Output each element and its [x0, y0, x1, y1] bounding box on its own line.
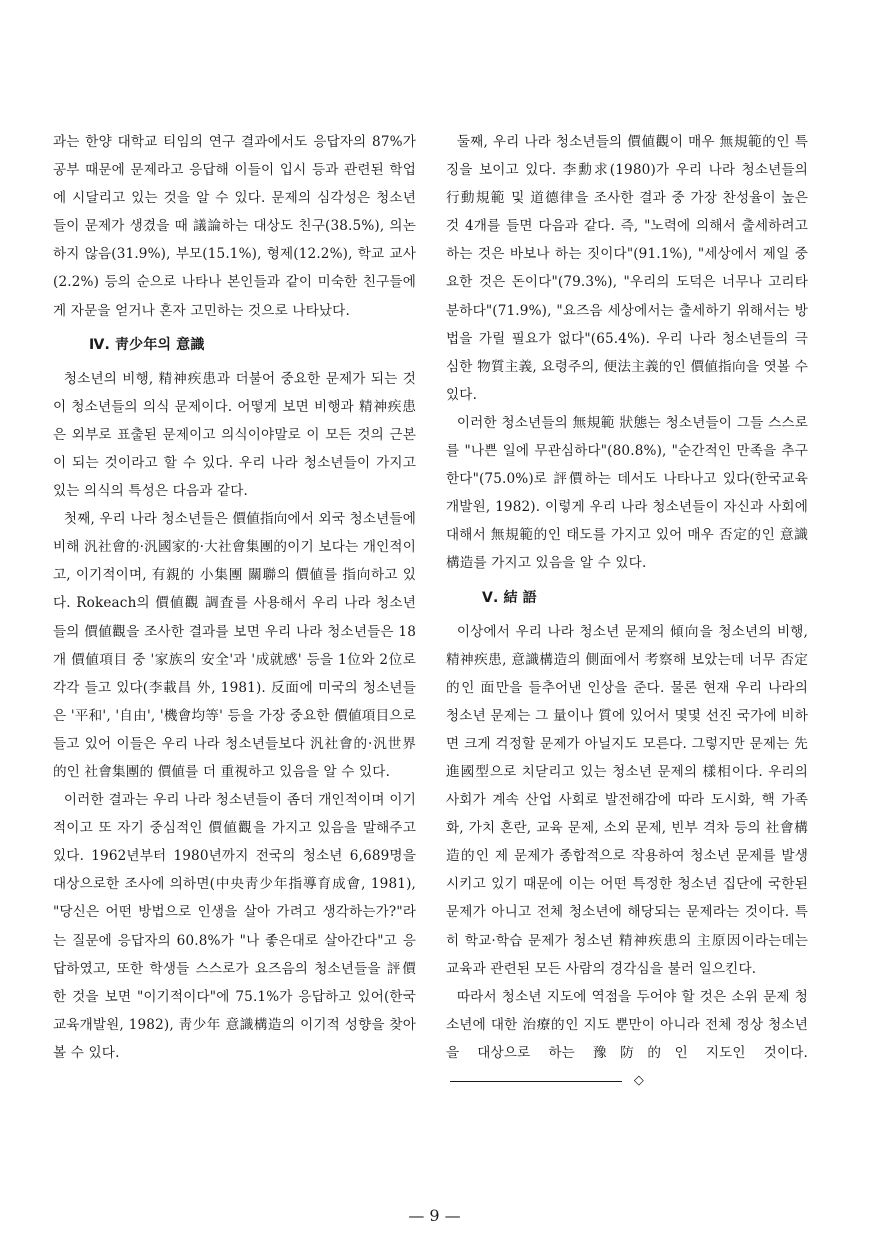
end-diamond-icon: ◇	[633, 1073, 645, 1089]
paragraph-conclusion: 이상에서 우리 나라 청소년 문제의 傾向을 청소년의 비행, 精神疾患, 意識構造의 側面에서 考察해 보았는데 너무 否定的인 面만을 들추어낸 인상을 준다. 물론 현재 우리 나라의 청소년 문제는 그 量이나 質에 있어서 몇몇 선진 국가에 비하면 크게 걱정할 문제가 아닐지도 모른다. 그렇지만 문제는 先進國型으로 치닫리고 있는 청소년 문제의 樣相이다. 우리의 사회가 계속 산업 사회로 발전해감에 따라 도시화, 핵 가족화, 가치 혼란, 교육 문제, 소외 문제, 빈부 격차 등의 社會構造的인 제 문제가 종합적으로 작용하여 청소년 문제를 발생시키고 있기 때문에 이는 어떤 특정한 청소년 집단에 국한된 문제가 아니고 전체 청소년에 해당되는 문제라는 것이다. 특히 학교·학습 문제가 청소년 精神疾患의 主原因이라는데는 교육과 관련된 모든 사람의 경각심을 불러 일으킨다.	[446, 623, 808, 977]
page-number: — 9 —	[408, 1206, 461, 1225]
end-rule	[450, 1081, 622, 1082]
paragraph-youth-consciousness: 청소년의 비행, 精神疾患과 더불어 중요한 문제가 되는 것이 청소년들의 의식 문제이다. 어떻게 보면 비행과 精神疾患은 외부로 표출된 문제이고 의식이야말로 이 모든 것의 근본이 되는 것이라고 할 수 있다. 우리 나라 청소년들이 가지고 있는 의식의 특성은 다음과 같다.	[53, 370, 416, 500]
paragraph-intro-continuation: 과는 한양 대학교 티임의 연구 결과에서도 응답자의 87%가 공부 때문에 문제라고 응답해 이들이 입시 등과 관련된 학업에 시달리고 있는 것을 알 수 있다. 문제의 심각성은 청소년들이 문제가 생겼을 때 議論하는 대상도 친구(38.5%), 의논하지 않음(31.9%), 부모(15.1%), 형제(12.2%), 학교 교사(2.2%) 등의 순으로 나타나 본인들과 같이 미숙한 친구들에게 자문을 얻거나 혼자 고민하는 것으로 나타났다.	[53, 134, 416, 319]
paragraph-final-text: 따라서 청소년 지도에 역점을 두어야 할 것은 소위 문제 청소년에 대한 治療的인 지도 뿐만이 아니라 전체 정상 청소년을 대상으로 하는 豫防的인 지도인 것이다.	[446, 988, 808, 1061]
paragraph-final	[446, 983, 808, 1096]
paragraph-normless-state: 이러한 청소년들의 無規範 狀態는 청소년들이 그들 스스로를 "나쁜 일에 무관심하다"(80.8%), "순간적인 만족을 추구한다"(75.0%)로 評價하는 데서도 나타나고 있다(한국교육개발원, 1982). 이렇게 우리 나라 청소년들이 자신과 사회에 대해서 無規範的인 태도를 가지고 있어 매우 否定的인 意識構造를 가지고 있음을 알 수 있다.	[446, 414, 808, 572]
section-heading-4: Ⅳ. 靑少年의 意識	[89, 336, 205, 353]
paragraph-first-value-orientation: 첫째, 우리 나라 청소년들은 價値指向에서 외국 청소년들에 비해 汎社會的·汎國家的·大社會集團的이기 보다는 개인적이고, 이기적이며, 有親的 小集團 關聯의 價値를 指向하고 있다. Rokeach의 價値觀 調査를 사용해서 우리 나라 청소년들의 價値觀을 조사한 결과를 보면 우리 나라 청소년들은 18개 價値項目 중 '家族의 安全'과 '成就感' 등을 1位와 2位로 각각 들고 있다(李載昌 外, 1981). 反面에 미국의 청소년들은 '平和', '自由', '機會均等' 등을 가장 중요한 價値項目으로 들고 있어 이들은 우리 나라 청소년들보다 汎社會的·汎世界的인 社會集團的 價値를 더 重視하고 있음을 알 수 있다.	[53, 511, 416, 780]
right-column	[446, 128, 808, 1208]
paragraph-egocentric-values: 이러한 결과는 우리 나라 청소년들이 좀더 개인적이며 이기적이고 또 자기 중심적인 價値觀을 가지고 있음을 말해주고 있다. 1962년부터 1980년까지 전국의 청소년 6,689명을 대상으로한 조사에 의하면(中央靑少年指導育成會, 1981), "당신은 어떤 방법으로 인생을 살아 가려고 생각하는가?"라는 질문에 응답자의 60.8%가 "나 좋은대로 살아간다"고 응답하였고, 또한 학생들 스스로가 요즈음의 청소년들을 評價한 것을 보면 "이기적이다"에 75.1%가 응답하고 있어(한국교육개발원, 1982), 靑少年 意識構造의 이기적 성향을 찾아볼 수 있다.	[53, 792, 416, 1061]
left-column	[53, 128, 416, 1208]
paragraph-second-normlessness: 둘째, 우리 나라 청소년들의 價値觀이 매우 無規範的인 특징을 보이고 있다. 李勳求(1980)가 우리 나라 청소년들의 行動規範 및 道德律을 조사한 결과 중 가장 찬성율이 높은 것 4개를 들면 다음과 같다. 즉, "노력에 의해서 출세하려고 하는 것은 바보나 하는 짓이다"(91.1%), "세상에서 제일 중요한 것은 돈이다"(79.3%), "우리의 도덕은 너무나 고리타분하다"(71.9%), "요즈음 세상에서는 출세하기 위해서는 방법을 가릴 필요가 없다"(65.4%). 우리 나라 청소년들의 극심한 物質主義, 요령주의, 便法主義的인 價値指向을 엿볼 수 있다.	[446, 134, 808, 403]
section-heading-5: Ⅴ. 結 語	[482, 589, 537, 606]
